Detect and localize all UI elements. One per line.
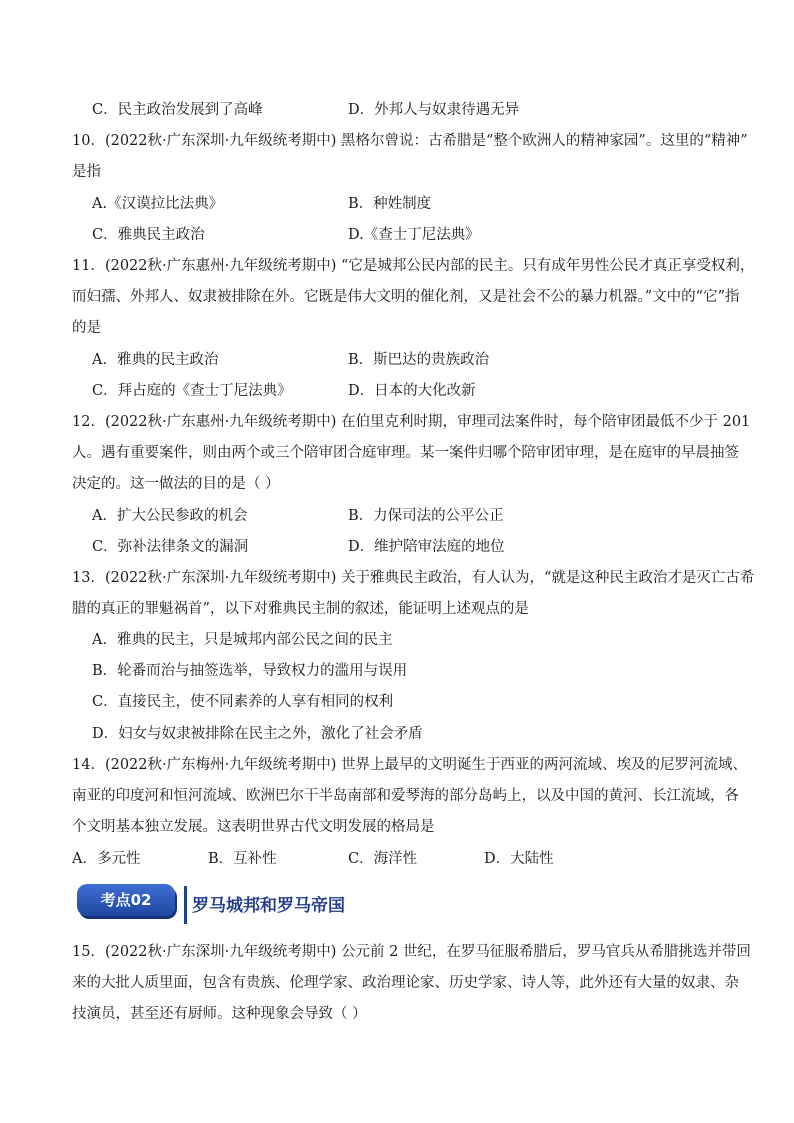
- q12-option-c: C．弥补法律条文的漏洞: [92, 539, 249, 555]
- q9-option-d: D．外邦人与奴隶待遇无异: [348, 102, 520, 118]
- section-tag: [77, 884, 177, 922]
- q14-option-c: C．海洋性: [348, 851, 418, 867]
- q14-option-b: B．互补性: [208, 851, 277, 867]
- q11-stem-line1: 11．(2022秋·广东惠州·九年级统考期中) “它是城邦公民内部的民主。只有成年男性公民才真正享受权利，: [72, 258, 755, 274]
- q10-stem-line1: 10．(2022秋·广东深圳·九年级统考期中) 黑格尔曾说：古希腊是“整个欧洲人的精神家园”。这里的“精神”: [72, 133, 748, 149]
- q11-option-c: C．拜占庭的《查士丁尼法典》: [92, 383, 292, 399]
- q12-stem-line3: 决定的。这一做法的目的是（ ）: [72, 476, 280, 492]
- q11-option-b: B．斯巴达的贵族政治: [348, 352, 490, 368]
- section-tag-label: 考点02: [100, 891, 152, 909]
- q13-stem-line1: 13．(2022秋·广东深圳·九年级统考期中) 关于雅典民主政治，有人认为，“就是这种民主政治才是灭亡古希: [72, 570, 755, 586]
- q15-stem-line1: 15．(2022秋·广东深圳·九年级统考期中) 公元前 2 世纪，在罗马征服希腊后，罗马官兵从希腊挑选并带回: [72, 944, 751, 960]
- q11-stem-line3: 的是: [72, 320, 101, 336]
- q10-option-d: D.《查士丁尼法典》: [348, 227, 480, 243]
- q10-option-b: B．种姓制度: [348, 196, 432, 212]
- q10-stem-line2: 是指: [72, 164, 101, 180]
- q14-option-a: A．多元性: [72, 851, 141, 867]
- q11-stem-line2: 而妇孺、外邦人、奴隶被排除在外。它既是伟大文明的催化剂，又是社会不公的暴力机器。”文中的“它”指: [72, 289, 740, 305]
- q15-stem-line2: 来的大批人质里面，包含有贵族、伦理学家、政治理论家、历史学家、诗人等，此外还有大量的奴隶、杂: [72, 975, 739, 991]
- q12-option-a: A．扩大公民参政的机会: [92, 508, 248, 524]
- q14-stem-line2: 南亚的印度河和恒河流域、欧洲巴尔干半岛南部和爱琴海的部分岛屿上，以及中国的黄河、长江流域，各: [72, 788, 739, 804]
- q14-stem-line3: 个文明基本独立发展。这表明世界古代文明发展的格局是: [72, 819, 435, 835]
- q11-option-a: A．雅典的民主政治: [92, 352, 219, 368]
- q10-option-c: C．雅典民主政治: [92, 227, 205, 243]
- q14-stem-line1: 14．(2022秋·广东梅州·九年级统考期中) 世界上最早的文明诞生于西亚的两河流域、埃及的尼罗河流域、: [72, 757, 747, 773]
- q12-option-b: B．力保司法的公平公正: [348, 508, 504, 524]
- q12-stem-line1: 12．(2022秋·广东惠州·九年级统考期中) 在伯里克利时期，审理司法案件时，每个陪审团最低不少于 201: [72, 414, 751, 430]
- q13-option-c: C．直接民主，使不同素养的人享有相同的权利: [92, 694, 394, 710]
- section-divider: [184, 886, 187, 924]
- q13-option-a: A．雅典的民主，只是城邦内部公民之间的民主: [92, 632, 393, 648]
- q15-stem-line3: 技演员，甚至还有厨师。这种现象会导致（ ）: [72, 1006, 367, 1022]
- q10-option-a: A.《汉谟拉比法典》: [92, 196, 224, 212]
- q13-option-b: B．轮番而治与抽签选举，导致权力的滥用与误用: [92, 663, 408, 679]
- q14-option-d: D．大陆性: [484, 851, 554, 867]
- section-title: 罗马城邦和罗马帝国: [192, 896, 345, 916]
- q13-stem-line2: 腊的真正的罪魁祸首”，以下对雅典民主制的叙述，能证明上述观点的是: [72, 601, 529, 617]
- q13-option-d: D．妇女与奴隶被排除在民主之外，激化了社会矛盾: [92, 726, 423, 742]
- q9-option-c: C．民主政治发展到了高峰: [92, 102, 263, 118]
- q12-option-d: D．维护陪审法庭的地位: [348, 539, 505, 555]
- q12-stem-line2: 人。遇有重要案件，则由两个或三个陪审团合庭审理。某一案件归哪个陪审团审理，是在庭审的早晨抽签: [72, 445, 739, 461]
- q11-option-d: D．日本的大化改新: [348, 383, 476, 399]
